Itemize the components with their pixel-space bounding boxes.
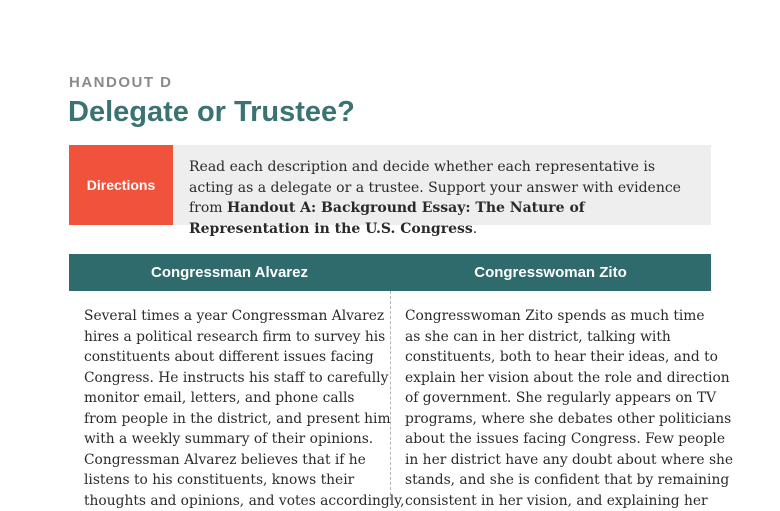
column-header-zito: Congresswoman Zito (390, 254, 711, 291)
handout-label: HANDOUT D (69, 74, 173, 91)
directions-text (173, 145, 699, 225)
text-line: stands, and she is confident that by remaining (405, 470, 705, 491)
text-line: of government. She regularly appears on TV (405, 388, 705, 409)
text-line: listens to his constituents, knows their (84, 470, 380, 491)
text-line: hires a political research firm to survey his (84, 327, 380, 348)
directions-text-plain: Read each description and decide whether each representative is acting as a delegate or a trustee. Support your answer with evidence from (189, 159, 681, 216)
directions-text-bold: Handout A: Background Essay: The Nature of Representation in the U.S. Congress (189, 200, 585, 237)
cell-zito (405, 306, 705, 511)
text-line: programs, where she debates other politicians (405, 409, 705, 430)
text-line: monitor email, letters, and phone calls (84, 388, 380, 409)
text-line: in her district have any doubt about where she (405, 450, 705, 471)
directions-label: Directions (69, 145, 173, 225)
cell-alvarez (84, 306, 380, 511)
text-line: Congress. He instructs his staff to carefully (84, 368, 380, 389)
text-line: with a weekly summary of their opinions. (84, 429, 380, 450)
column-header-alvarez: Congressman Alvarez (69, 254, 390, 291)
text-line: explain her vision about the role and direction (405, 368, 705, 389)
text-line: thoughts and opinions, and votes accordingly, (84, 491, 380, 511)
text-line: constituents about different issues facing (84, 347, 380, 368)
text-line: consistent in her vision, and explaining her (405, 491, 705, 511)
text-line: about the issues facing Congress. Few people (405, 429, 705, 450)
text-line: Several times a year Congressman Alvarez (84, 306, 380, 327)
text-line: constituents, both to hear their ideas, and to (405, 347, 705, 368)
column-divider (390, 291, 391, 500)
table-header (69, 254, 711, 291)
page-title: Delegate or Trustee? (68, 96, 355, 129)
directions-box (69, 145, 711, 225)
text-line: Congresswoman Zito spends as much time (405, 306, 705, 327)
text-line: as she can in her district, talking with (405, 327, 705, 348)
text-line: Congressman Alvarez believes that if he (84, 450, 380, 471)
directions-text-end: . (473, 221, 477, 237)
text-line: from people in the district, and present him (84, 409, 380, 430)
